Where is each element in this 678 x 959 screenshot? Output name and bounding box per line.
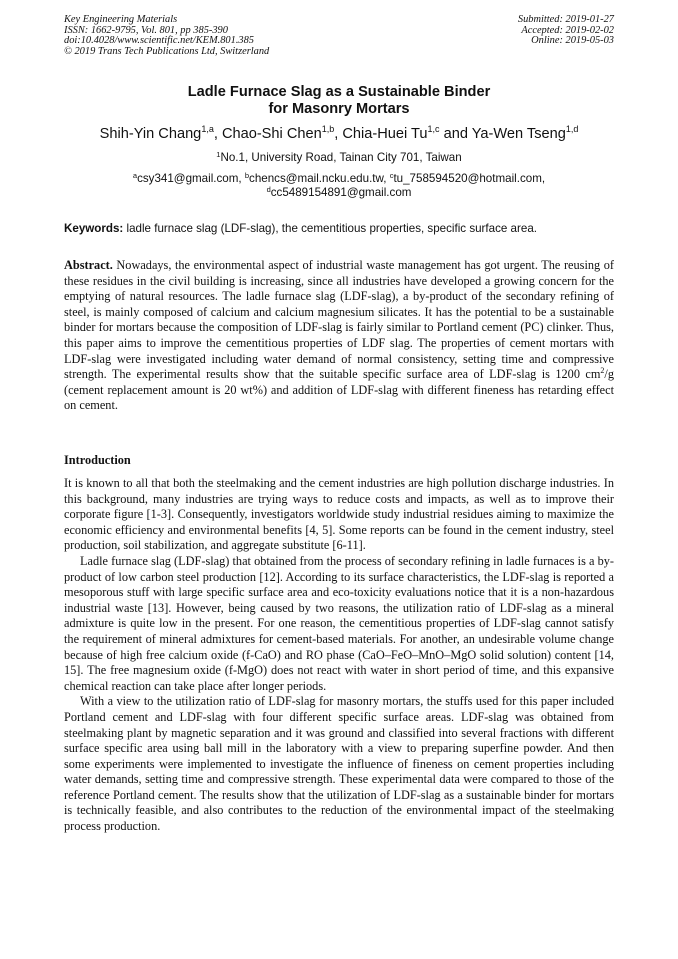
author-separator: , (334, 126, 343, 142)
title-line-1: Ladle Furnace Slag as a Sustainable Binder (187, 84, 491, 100)
abstract-superscript: 2 (600, 366, 605, 376)
title-line-2: for Masonry Mortars (268, 101, 410, 117)
paper-title (0, 84, 678, 118)
email-line-2 (0, 186, 678, 200)
email-mark: a (132, 171, 138, 180)
author-name: Chia-Huei Tu (342, 126, 428, 142)
affiliation-address: No.1, University Road, Tainan City 701, Taiwan (220, 151, 462, 164)
journal-copyright: © 2019 Trans Tech Publications Ltd, Switzerland (64, 45, 270, 57)
keywords-label: Keywords: (64, 222, 124, 235)
abstract-text: Nowadays, the environmental aspect of industrial waste management has got urgent. The reusing of these residues in the civil building is increasing, since all industries have developed a growing concern for the emptying of natural resources. The ladle furnace slag (LDF-slag), a by-product of the secondary refining of steel, is mainly composed of calcium and calcium magnesium silicates. It has the potential to be a sustainable binder for mortars because the composition of LDF-slag is fairly similar to Portland cement (PC) clinker. Thus, this paper aims to improve the cementitious properties of LDF slag. The properties of cement mortars with LDF-slag were investigated including water demand of normal consistency, setting time and compressive strength. The experimental results show that the suitable specific surface area of LDF-slag is 1200 cm (64, 258, 614, 382)
author-emails (0, 172, 678, 200)
email-d: cc5489154891@gmail.com (270, 186, 412, 199)
introduction-heading: Introduction (64, 453, 131, 467)
email-mark: d (266, 185, 271, 194)
author-name: Shih-Yin Chang (99, 126, 202, 142)
email-c: tu_758594520@hotmail.com, (393, 172, 546, 185)
author-separator: and (439, 126, 472, 142)
author-affiliation-mark: 1,d (565, 124, 579, 134)
abstract-text-end: /g (cement replacement amount is 20 wt%) and addition of LDF-slag with different fineness has retarding effect on cement. (64, 367, 614, 413)
author-name: Ya-Wen Tseng (471, 126, 566, 142)
author-affiliation-mark: 1,a (201, 124, 214, 134)
author-affiliation-mark: 1,c (427, 124, 440, 134)
email-line-1 (0, 172, 678, 186)
abstract-label: Abstract. (64, 258, 113, 272)
author-list (0, 126, 678, 143)
journal-header-right (518, 15, 614, 47)
accepted-date: Accepted: 2019-02-02 (521, 24, 614, 36)
email-mark: b (244, 171, 250, 180)
author-separator: , (213, 126, 222, 142)
journal-issn: ISSN: 1662-9795, Vol. 801, pp 385-390 (64, 24, 228, 36)
introduction-body (64, 476, 614, 835)
journal-doi: doi:10.4028/www.scientific.net/KEM.801.385 (64, 35, 254, 47)
author-name: Chao-Shi Chen (221, 126, 322, 142)
keywords (64, 222, 616, 236)
affiliation (0, 151, 678, 165)
submitted-date: Submitted: 2019-01-27 (517, 14, 614, 25)
abstract (64, 258, 614, 414)
email-b: chencs@mail.ncku.edu.tw, (249, 172, 390, 185)
affiliation-mark: 1 (216, 150, 221, 159)
keywords-text: ladle furnace slag (LDF-slag), the cementitious properties, specific surface area. (123, 222, 537, 235)
paragraph: With a view to the utilization ratio of LDF-slag for masonry mortars, the stuffs used for this paper included Portland cement and LDF-slag with four different specific surface areas. LDF-slag was obtained from steelmaking plant by magnetic separation and it was ground and classified into several fractions with different surface specific area using ball mill in the laboratory with a view to preparing superfine powder. And then some experiments were implemented to investigate the influence of fineness on cement properties including water demands, setting time and compressive strength. These experimental data were compared to those of the reference Portland cement. The results show that the utilization of LDF-slag as a sustainable binder for mortars is technically feasible, and also contributes to the reduction of the environmental impact of the steelmaking process production. (64, 694, 614, 834)
journal-header-left (64, 15, 269, 57)
paragraph: Ladle furnace slag (LDF-slag) that obtained from the process of secondary refining in ladle furnaces is a by-product of low carbon steel production [12]. According to its surface characteristics, the LDF-slag is reported a mesoporous stuff with large specific surface area and eco-toxicity evaluations notice that it is a non-hazardous industrial waste [13]. However, being caused by two reasons, the utilization ratio of LDF-slag as a mineral admixture is quite low in the present. For one reason, the cementitious properties of LDF-slag cannot satisfy the requirement of mineral admixtures for cement-based materials. For another, an undesirable volume change because of high free calcium oxide (f-CaO) and RO phase (CaO–FeO–MnO–MgO solid solution) content [14, 15]. The free magnesium oxide (f-MgO) does not react with water in short period of time, and this expansive chemical reaction can take place after longer periods. (64, 553, 614, 693)
paragraph: It is known to all that both the steelmaking and the cement industries are high pollution discharge industries. In this background, many industries are trying ways to reduce costs and impacts, as well as to improve their corporate figure [1-3]. Consequently, investigators worldwide study industrial residues aiming to maximize the economic efficiency and environmental benefits [4, 5]. Some reports can be found in the cement industry, steel production, soil stabilization, and aggregate substitute [6-11]. (64, 476, 614, 553)
email-a: csy341@gmail.com, (137, 172, 245, 185)
author-affiliation-mark: 1,b (321, 124, 335, 134)
journal-name: Key Engineering Materials (64, 14, 178, 25)
email-mark: c (389, 171, 394, 180)
online-date: Online: 2019-05-03 (531, 35, 614, 47)
